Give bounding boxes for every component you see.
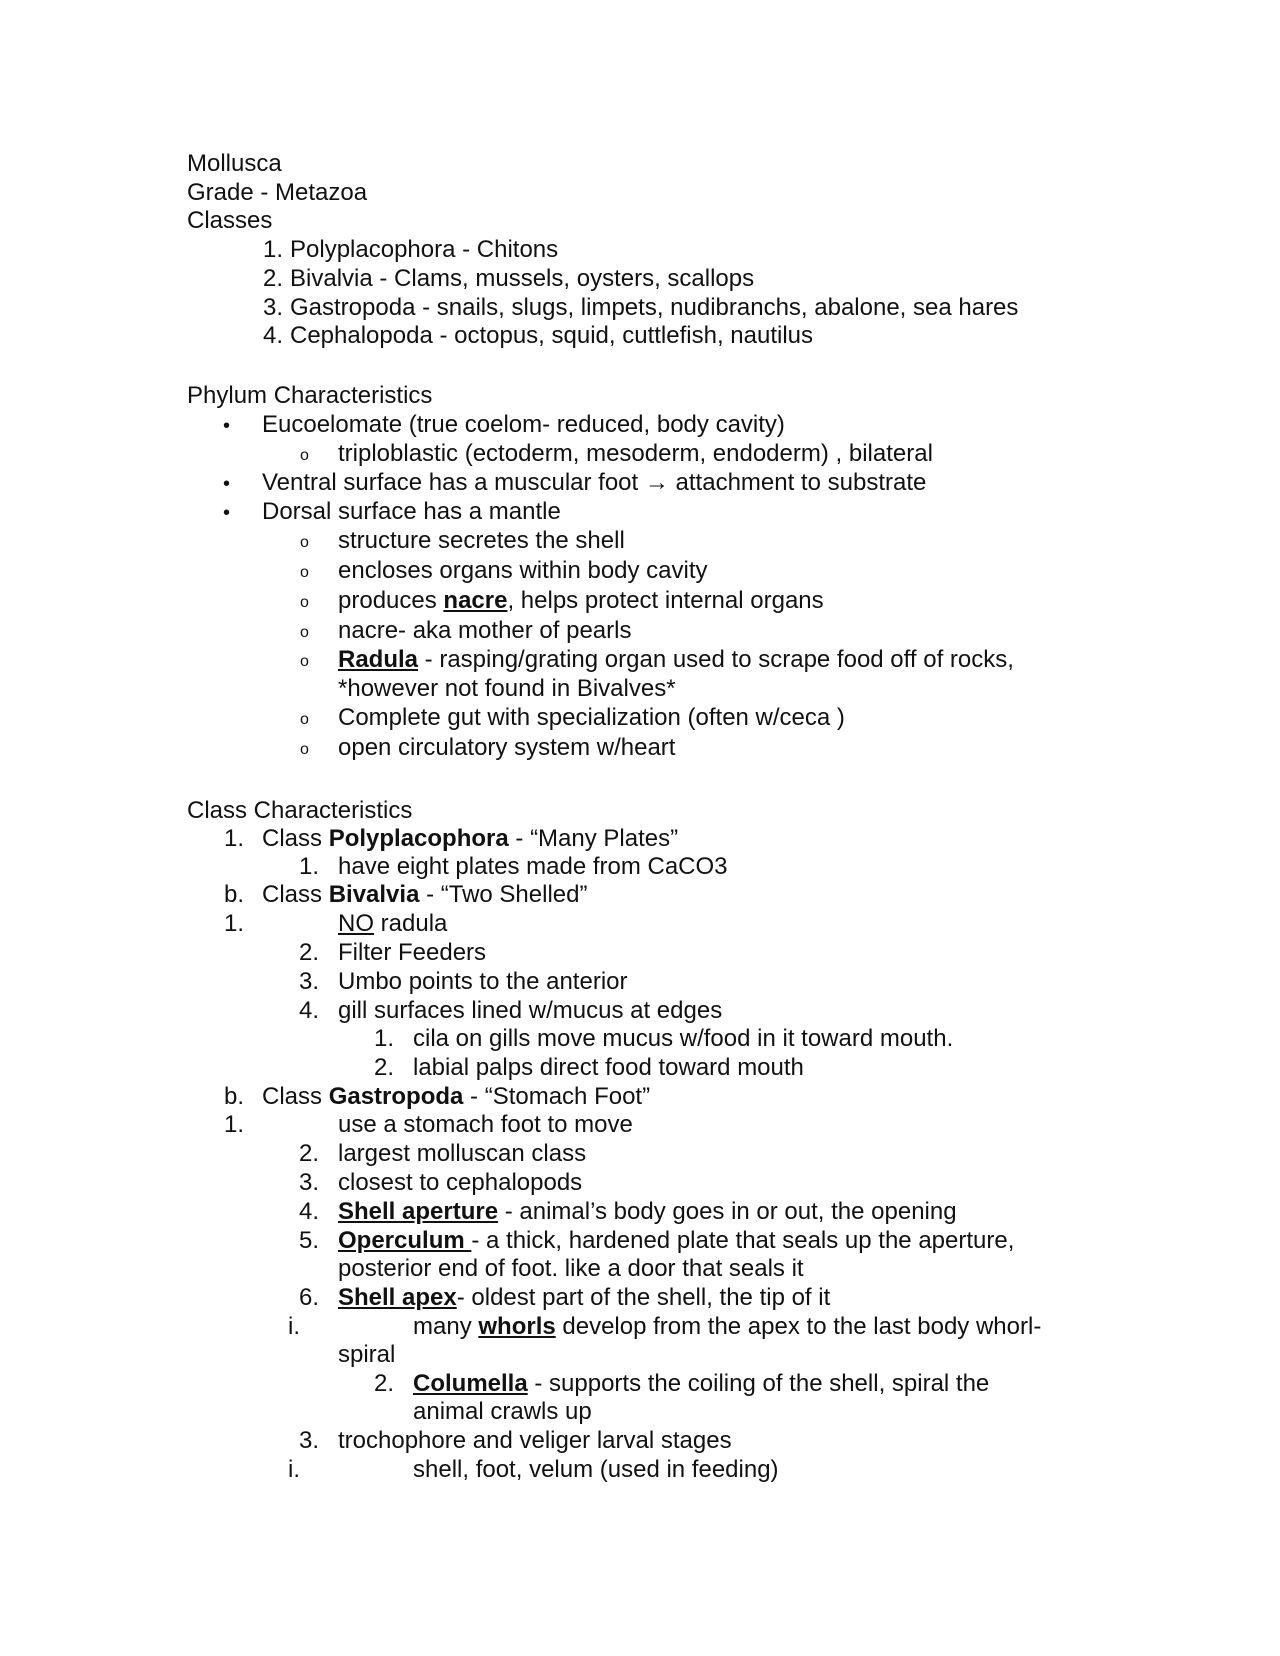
list-number: 4. [263,322,284,349]
list-item: cila on gills move mucus w/food in it toward mouth. [413,1025,954,1052]
list-number: 3. [299,1169,320,1196]
radula-item: Radula - rasping/grating organ used to scrape food off of rocks, [338,646,1014,673]
sub-bullet-marker: o [300,624,309,641]
list-item: Filter Feeders [338,939,487,966]
gut-item: Complete gut with specialization (often w/ceca ) [338,704,845,731]
nacre-term: nacre [443,587,508,614]
grade-line: Grade - Metazoa [187,179,368,206]
list-number: 3. [299,968,320,995]
sub-bullet-marker: o [300,447,309,464]
list-item: Umbo points to the anterior [338,968,628,995]
list-number: b. [224,1083,245,1110]
class-characteristics-heading: Class Characteristics [187,797,413,824]
list-number: 2. [374,1370,395,1397]
list-number: i. [288,1456,300,1483]
list-item: Bivalvia - Clams, mussels, oysters, scallops [290,265,755,292]
list-item-continuation: spiral [338,1341,396,1368]
list-number: 4. [299,1198,320,1225]
whorls-term: whorls [478,1313,556,1340]
list-item: closest to cephalopods [338,1169,583,1196]
list-number: 2. [299,939,320,966]
list-item: Columella - supports the coiling of the shell, spiral the [413,1370,990,1397]
list-item: use a stomach foot to move [338,1111,633,1138]
sub-bullet-marker: o [300,711,309,728]
list-number: b. [224,881,245,908]
sub-bullet-marker: o [300,741,309,758]
list-number: 2. [263,265,284,292]
list-number: 1. [224,825,245,852]
phylum-heading: Phylum Characteristics [187,382,433,409]
list-item: trochophore and veliger larval stages [338,1427,732,1454]
list-item: labial palps direct food toward mouth [413,1054,804,1081]
bullet-marker: • [223,502,231,524]
list-number: 1. [263,236,284,263]
list-number: i. [288,1313,300,1340]
list-item: Cephalopoda - octopus, squid, cuttlefish, nautilus [290,322,813,349]
list-item: Shell aperture - animal’s body goes in or out, the opening [338,1198,957,1225]
bullet-marker: • [223,473,231,495]
list-item: shell, foot, velum (used in feeding) [413,1456,779,1483]
list-item: Shell apex- oldest part of the shell, the tip of it [338,1284,831,1311]
list-number: 6. [299,1284,320,1311]
list-number: 3. [299,1427,320,1454]
list-number: 1. [374,1025,395,1052]
class-gastropoda: Class Gastropoda - “Stomach Foot” [262,1083,651,1110]
list-item: have eight plates made from CaCO3 [338,853,728,880]
list-number: 1. [224,910,245,937]
list-number: 2. [299,1140,320,1167]
list-item-continuation: animal crawls up [413,1398,592,1425]
classes-heading: Classes [187,207,273,234]
class-bivalvia: Class Bivalvia - “Two Shelled” [262,881,588,908]
list-item: Operculum - a thick, hardened plate that seals up the aperture, [338,1227,1015,1254]
radula-term: Radula [338,646,419,673]
class-polyplacophora: Class Polyplacophora - “Many Plates” [262,825,679,852]
list-item: many whorls develop from the apex to the last body whorl- [413,1313,1042,1340]
list-item: NO radula [338,910,448,937]
dorsal-item: Dorsal surface has a mantle [262,498,561,525]
columella-term: Columella [413,1370,528,1397]
ventral-item: Ventral surface has a muscular foot → attachment to substrate [262,469,927,496]
encloses-item: encloses organs within body cavity [338,557,708,584]
triploblastic-item: triploblastic (ectoderm, mesoderm, endoderm) , bilateral [338,440,933,467]
list-number: 1. [224,1111,245,1138]
document-title: Mollusca [187,150,282,177]
list-number: 2. [374,1054,395,1081]
list-number: 3. [263,294,284,321]
radula-continuation: *however not found in Bivalves* [338,675,676,702]
list-number: 4. [299,997,320,1024]
bullet-marker: • [223,415,231,437]
nacre-aka-item: nacre- aka mother of pearls [338,617,632,644]
circulatory-item: open circulatory system w/heart [338,734,676,761]
shell-apex-term: Shell apex [338,1284,457,1311]
list-item: Gastropoda - snails, slugs, limpets, nudibranchs, abalone, sea hares [290,294,1019,321]
nacre-item: produces nacre, helps protect internal organs [338,587,824,614]
sub-bullet-marker: o [300,534,309,551]
secretes-item: structure secretes the shell [338,527,625,554]
list-item-continuation: posterior end of foot. like a door that seals it [338,1255,804,1282]
sub-bullet-marker: o [300,564,309,581]
eucoelomate-item: Eucoelomate (true coelom- reduced, body cavity) [262,411,785,438]
sub-bullet-marker: o [300,594,309,611]
list-item: gill surfaces lined w/mucus at edges [338,997,723,1024]
list-item: Polyplacophora - Chitons [290,236,559,263]
list-number: 5. [299,1227,320,1254]
list-number: 1. [299,853,320,880]
operculum-term: Operculum [338,1227,472,1254]
list-item: largest molluscan class [338,1140,587,1167]
sub-bullet-marker: o [300,653,309,670]
shell-aperture-term: Shell aperture [338,1198,499,1225]
